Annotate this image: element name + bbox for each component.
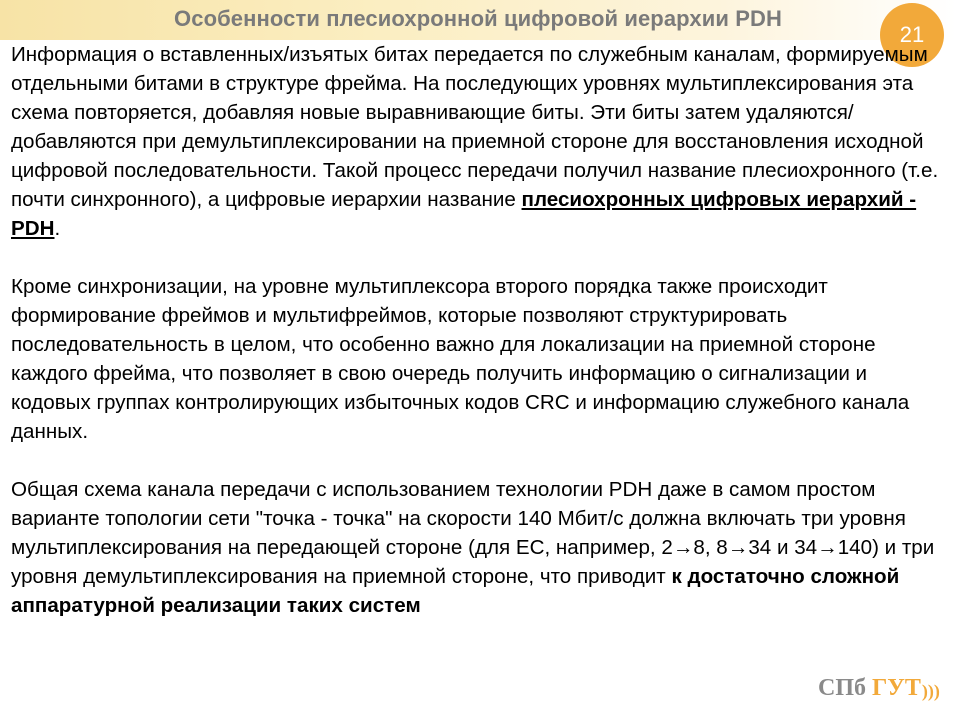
slide-title: Особенности плесиохронной цифровой иерархии PDH xyxy=(174,6,782,31)
spbgut-logo xyxy=(818,674,940,702)
paragraph-2-text: Кроме синхронизации, на уровне мультиплексора второго порядка также происходит формирование фреймов и мультифреймов, которые позволяют структурировать последовательность в целом, что особенно важно для локализации на приемной стороне каждого фрейма, что позволяет в свою очередь получить информацию о сигнализации и кодовых группах контролирующих избыточных кодов CRC и информацию служебного канала данных. xyxy=(11,275,910,443)
paragraph-3-emphasis: к достаточно сложной аппаратурной реализации таких систем xyxy=(11,565,900,617)
paragraph-1-emphasis: плесиохронных цифровых иерархий - PDH xyxy=(11,188,917,240)
paragraph-1-text: Информация о вставленных/изъятых битах передается по служебным каналам, формируемым отдельными битами в структуре фрейма. На последующих уровнях мультиплексирования эта схема повторяется, добавляя новые выравнивающие биты. Эти биты затем удаляются/добавляются при демультиплексировании на приемной стороне для восстановления исходной цифровой последовательности. Такой процесс передачи получил название плесиохронного (т.е. почти синхронного), а цифровые иерархии название xyxy=(11,43,939,211)
logo-gut-text: ГУТ xyxy=(872,675,921,701)
slide-body xyxy=(11,40,941,620)
paragraph-2 xyxy=(11,272,941,446)
paragraph-1-end: . xyxy=(54,217,61,240)
paragraph-3 xyxy=(11,475,941,620)
signal-waves-icon: ))) xyxy=(921,681,940,701)
paragraph-3-text: Общая схема канала передачи с использованием технологии PDH даже в самом простом варианте топологии сети "точка - точка" на скорости 140 Мбит/с должна включать три уровня мультиплексирования на передающей стороне (для ЕС, например, 2→8, 8→34 и 34→140) и три уровня демультиплексирования на приемной стороне, что приводит xyxy=(11,478,935,588)
logo-spb-text: СПб xyxy=(818,675,866,701)
page-number: 21 xyxy=(899,22,925,47)
paragraph-1 xyxy=(11,40,941,243)
